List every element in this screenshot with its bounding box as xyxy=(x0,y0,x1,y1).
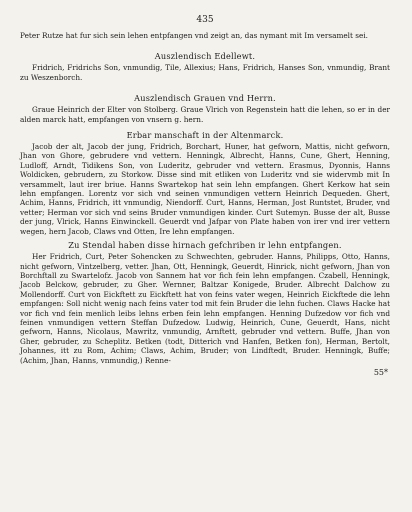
page-number: 435 xyxy=(196,15,214,25)
section-heading: Auszlendisch Grauen vnd Herrn. xyxy=(134,93,276,104)
section-paragraph: Graue Heinrich der Elter von Stolberg. Graue Vlrich von Regenstein hatt die lehen, so er in der alden marck hatt, empfangen von vnsern g. hern. xyxy=(20,105,390,124)
section-paragraph: Fridrich, Fridrichs Son, vnmundig, Tile, Allexius; Hans, Fridrich, Hanses Son, vnmundig, Brant zu Weszenborch. xyxy=(20,63,390,82)
section-paragraph: Her Fridrich, Curt, Peter Sohencken zu Schwechten, gebruder. Hanns, Philipps, Otto, Hanns, nicht gefworn, Vintzelberg, vetter. Jhan, Ott, Henningk, Geuerdt, Hinrick, nicht gefworn, Jhan von Borchftall zu Swartelofz. Jacob von Sannem hat vor fich fein lehn empfangen. Czabell, Henningk, Jacob Belckow, gebruder, zu Gher. Wernner, Baltzar Konigede, Bruder. Albrecht Dalchow zu Mollendorff. Curt von Eickftett zu Eickftett hat von feins vater wegen, Heinrich Eickftede die lehn empfangen: Soll nicht wenig nach feins vater tod mit fein Bruder die lehn fuchen. Claws Hacke hat vor fich vnd fein menlich leibs lehns erben fein lehn empfangen. Henning Dufzedow vor fich vnd feinen vnmundigen vettern Steffan Dufzedow. Ludwig, Heinrich, Cune, Geuerdt, Hans, nicht gefworn, Hanns, Nicolaus, Mawritz, vnmundig, Arnftett, gebruder vnd vettern. Buffe, Jhan von Gher, gebruder, zu Scheplitz. Betken (todt, Ditterich vnd Hanfen, Betken fon), Herman, Bertolt, Johannes, itt zu Rom, Achim; Claws, Achim, Bruder; von Lindftedt, Bruder. Henningk, Buffe; (Achim, Jhan, Hanns, vnmundig,) Renne- xyxy=(20,252,390,365)
signature-mark: 55* xyxy=(373,367,388,377)
section-heading: Auszlendisch Edellewt. xyxy=(154,51,256,62)
intro-paragraph: Peter Rutze hat fur sich sein lehen entpfangen vnd zeigt an, das nymant mit Im versamelt sei. xyxy=(20,31,368,40)
section-heading: Zu Stendal haben disse hirnach gefchriben ir lehn entpfangen. xyxy=(68,240,342,251)
section-heading: Erbar manschaft in der Altenmarck. xyxy=(126,130,284,141)
section-paragraph: Jacob der alt, Jacob der jung, Fridrich, Borchart, Huner, hat gefworn, Mattis, nicht gefworn, Jhan von Ghore, gebrudere vnd vettern. Henningk, Albrecht, Hanns, Cune, Ghert, Henning, Ludloff, Arndt, Tidikens Son, von Luderitz, gebruder vnd vettern. Erasmus, Dyonnis, Hanns Woldicken, gebrudern, zu Storkow. Disse sind mit etliken von Luderitz vnd sie widervmb mit In versammelt, laut irer briue. Hanns Swartekop hat sein lehn empfangen. Ghert Kerkow hat sein lehn empfangen. Lorentz vor sich vnd seinen vnmundigen vettern Heinrich Dequeden. Ghert, Achim, Hanns, Fridrich, itt vnmundig, Niendorff. Curt, Hanns, Herman, Jost Runtstet, Bruder, vnd vetter; Herman vor sich vnd seins Bruder vnmundigen kinder. Curt Sutemyn. Busse der alt, Busse der jung, Vlrick, Hanns Einwinckell. Geuerdt vnd Jafpar von Plate haben von irer vnd irer vettern wegen, hern Jacob, Claws vnd Otten, Ire lehn empfangen. xyxy=(20,142,390,236)
